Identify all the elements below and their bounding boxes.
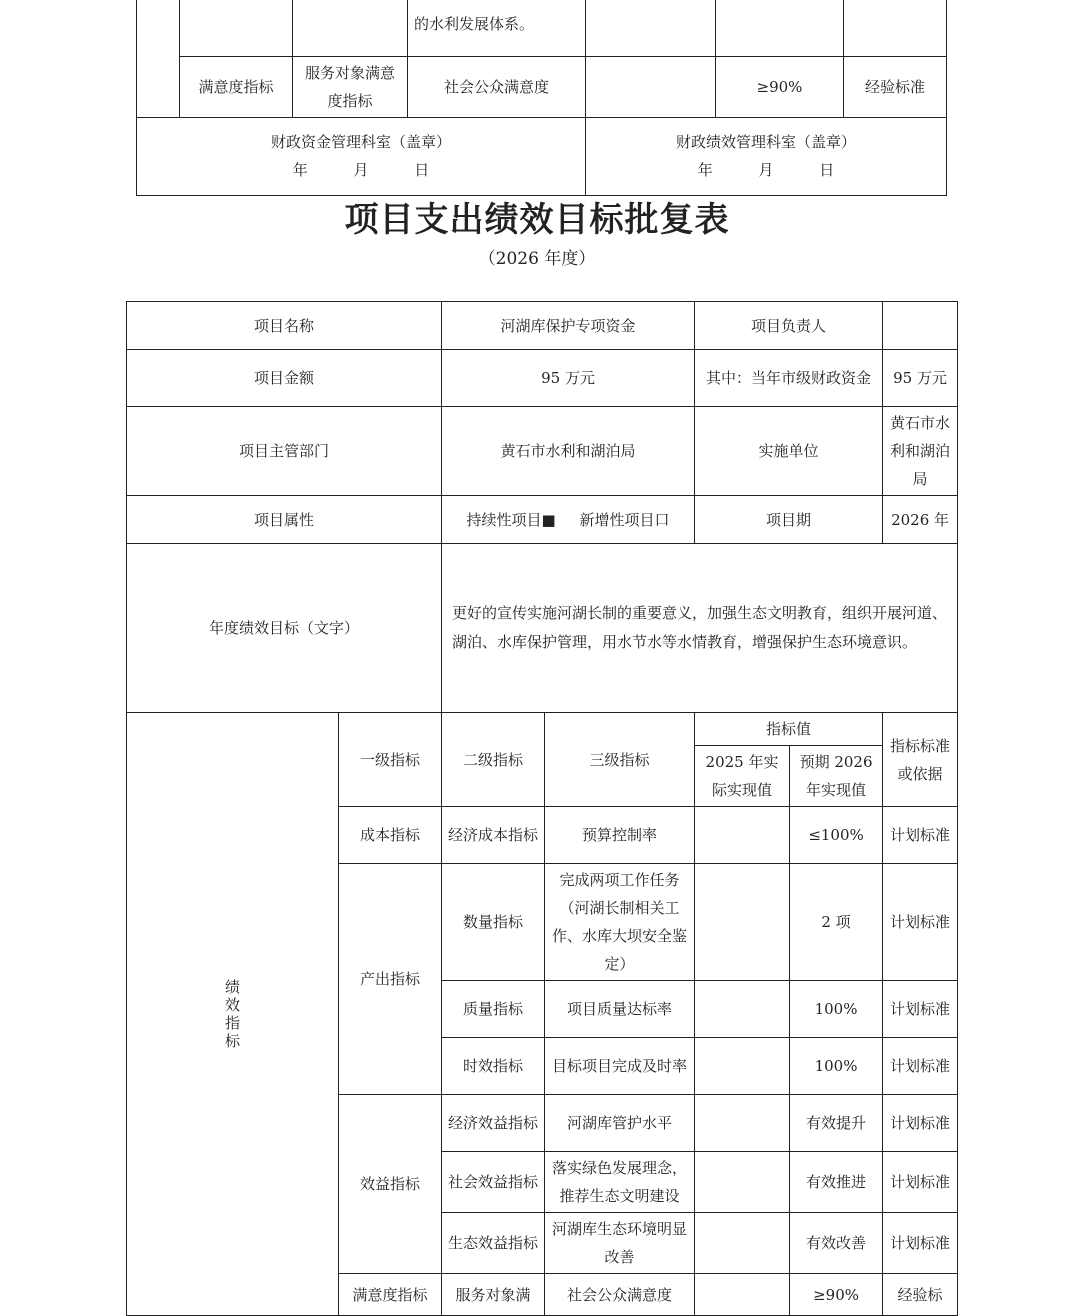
- level3-cell: 社会公众满意度: [408, 56, 586, 117]
- level3-cell: 项目质量达标率: [545, 981, 695, 1038]
- goal-text: 更好的宣传实施河湖长制的重要意义，加强生态文明教育，组织开展河道、湖泊、水库保护管理，用水节水等水情教育，增强保护生态环境意识。: [442, 544, 958, 713]
- dept-label: 项目主管部门: [127, 407, 442, 496]
- date-month: 月: [758, 161, 774, 179]
- previous-table-tail: [136, 0, 947, 196]
- project-name-label: 项目名称: [127, 302, 442, 350]
- project-amount-label: 项目金额: [127, 350, 442, 407]
- date-month: 月: [353, 161, 369, 179]
- table-row: [127, 350, 958, 407]
- actual-value-cell: [695, 1213, 790, 1274]
- dept-value: 黄石市水利和湖泊局: [442, 407, 695, 496]
- target-value-cell: ≥90%: [716, 56, 844, 117]
- project-attr-label: 项目属性: [127, 496, 442, 544]
- level3-cell: 完成两项工作任务（河湖长制相关工作、水库大坝安全鉴定）: [545, 864, 695, 981]
- level2-cell: 经济效益指标: [442, 1095, 545, 1152]
- header-actual-2025: 2025 年实际实现值: [695, 746, 790, 807]
- performance-target-table: [126, 301, 958, 1316]
- header-level1: 一级指标: [339, 713, 442, 807]
- level3-cell: 目标项目完成及时率: [545, 1038, 695, 1095]
- city-fund-value: 95 万元: [883, 350, 958, 407]
- impl-unit-label: 实施单位: [695, 407, 883, 496]
- expected-value-cell: 100%: [790, 981, 883, 1038]
- basis-cell: 计划标准: [883, 1095, 958, 1152]
- blank-cell: [137, 0, 180, 56]
- expected-value-cell: 有效推进: [790, 1152, 883, 1213]
- actual-value-cell: [695, 1038, 790, 1095]
- page-title: 项目支出绩效目标批复表: [344, 200, 730, 240]
- level2-cell: 社会效益指标: [442, 1152, 545, 1213]
- basis-cell: 计划标准: [883, 1152, 958, 1213]
- project-amount-value: 95 万元: [442, 350, 695, 407]
- date-year: 年: [697, 161, 713, 179]
- date-day: 日: [819, 161, 835, 179]
- table-row: [127, 302, 958, 350]
- actual-value-cell: [695, 1152, 790, 1213]
- level3-cell: 社会公众满意度: [545, 1274, 695, 1316]
- level2-cell: 质量指标: [442, 981, 545, 1038]
- level3-cell: 预算控制率: [545, 807, 695, 864]
- table-row: [127, 496, 958, 544]
- sign-left-cell: [137, 117, 586, 195]
- indicator-section-label: 绩效指标: [127, 713, 339, 1316]
- level3-cell: 河湖库生态环境明显改善: [545, 1213, 695, 1274]
- sign-right-label: 财政绩效管理科室（盖章）: [675, 133, 856, 151]
- expected-value-cell: 100%: [790, 1038, 883, 1095]
- blank-cell: [586, 0, 716, 56]
- expected-value-cell: 有效改善: [790, 1213, 883, 1274]
- basis-cell: 计划标准: [883, 1038, 958, 1095]
- level2-cell: 数量指标: [442, 864, 545, 981]
- actual-value-cell: [695, 864, 790, 981]
- goal-label: 年度绩效目标（文字）: [127, 544, 442, 713]
- expected-value-cell: ≤100%: [790, 807, 883, 864]
- blank-cell: [137, 56, 180, 117]
- basis-cell: 计划标准: [883, 981, 958, 1038]
- basis-cell: 经验标准: [844, 56, 947, 117]
- sign-right-date: [592, 156, 940, 184]
- header-level2: 二级指标: [442, 713, 545, 807]
- level1-cell: 满意度指标: [180, 56, 293, 117]
- actual-value-cell: [695, 1095, 790, 1152]
- project-name-value: 河湖库保护专项资金: [442, 302, 695, 350]
- city-fund-label: 其中：当年市级财政资金: [695, 350, 883, 407]
- period-value: 2026 年: [883, 496, 958, 544]
- expected-value-cell: 2 项: [790, 864, 883, 981]
- signature-row: [137, 117, 947, 195]
- table-row: [127, 407, 958, 496]
- project-attr-value: [442, 496, 695, 544]
- level2-cell: 经济成本指标: [442, 807, 545, 864]
- date-year: 年: [292, 161, 308, 179]
- project-leader-label: 项目负责人: [695, 302, 883, 350]
- level3-cell: 落实绿色发展理念，推荐生态文明建设: [545, 1152, 695, 1213]
- level2-cell: 服务对象满: [442, 1274, 545, 1316]
- actual-value-cell: [695, 1274, 790, 1316]
- level3-cell: 河湖库管护水平: [545, 1095, 695, 1152]
- header-basis: 指标标准或依据: [883, 713, 958, 807]
- blank-cell: [180, 0, 293, 56]
- level2-cell: 时效指标: [442, 1038, 545, 1095]
- header-level3: 三级指标: [545, 713, 695, 807]
- blank-cell: [716, 0, 844, 56]
- sign-left-date: [143, 156, 579, 184]
- period-label: 项目期: [695, 496, 883, 544]
- blank-cell: [293, 0, 408, 56]
- new-project-option: 新增性项目口: [579, 510, 670, 529]
- sign-left-label: 财政资金管理科室（盖章）: [270, 133, 451, 151]
- level1-cell: 效益指标: [339, 1095, 442, 1274]
- actual-value-cell: [695, 807, 790, 864]
- actual-value-cell: [586, 56, 716, 117]
- level3-text-cell: 的水利发展体系。: [408, 0, 586, 56]
- blank-cell: [844, 0, 947, 56]
- table-row: [127, 544, 958, 713]
- level2-cell: 服务对象满意度指标: [293, 56, 408, 117]
- expected-value-cell: ≥90%: [790, 1274, 883, 1316]
- actual-value-cell: [695, 981, 790, 1038]
- table-row: [137, 56, 947, 117]
- date-day: 日: [414, 161, 430, 179]
- level1-cell: 产出指标: [339, 864, 442, 1095]
- level2-cell: 生态效益指标: [442, 1213, 545, 1274]
- basis-cell: 计划标准: [883, 864, 958, 981]
- level1-cell: 成本指标: [339, 807, 442, 864]
- basis-cell: 计划标准: [883, 807, 958, 864]
- project-leader-value: [883, 302, 958, 350]
- table-row: [137, 0, 947, 56]
- header-expected-2026: 预期 2026 年实现值: [790, 746, 883, 807]
- indicator-header-row: [127, 713, 958, 746]
- impl-unit-value: 黄石市水利和湖泊局: [883, 407, 958, 496]
- page-subtitle: （2026 年度）: [478, 249, 596, 269]
- level1-cell: 满意度指标: [339, 1274, 442, 1316]
- continuing-project-option: 持续性项目■: [466, 510, 556, 529]
- expected-value-cell: 有效提升: [790, 1095, 883, 1152]
- sign-right-cell: [586, 117, 947, 195]
- basis-cell: 经验标: [883, 1274, 958, 1316]
- header-values: 指标值: [695, 713, 883, 746]
- basis-cell: 计划标准: [883, 1213, 958, 1274]
